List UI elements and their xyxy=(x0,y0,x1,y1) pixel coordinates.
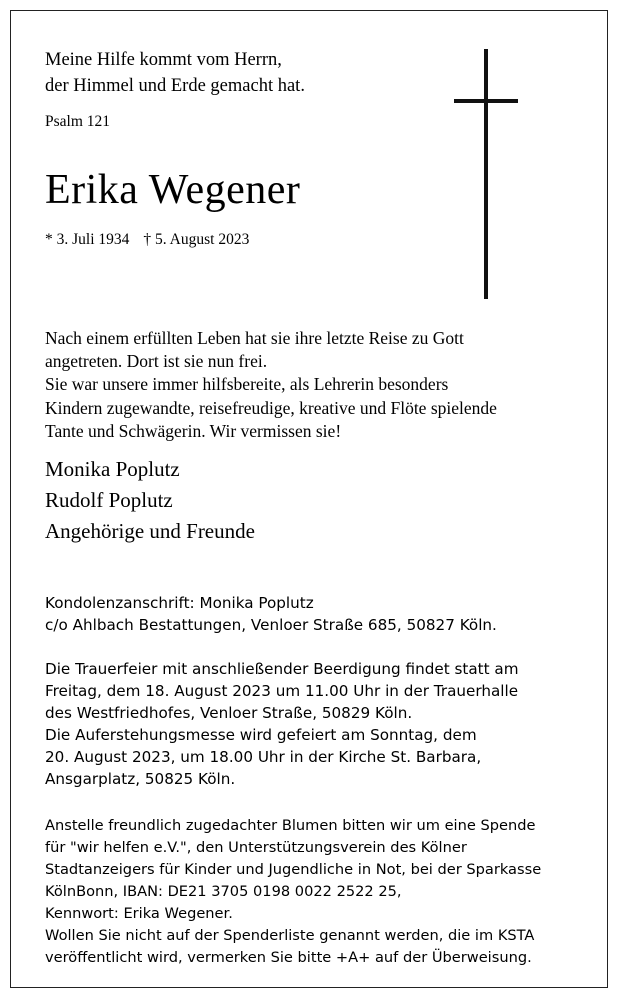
donation-request xyxy=(45,815,541,969)
funeral-details xyxy=(45,658,519,724)
deceased-name: Erika Wegener xyxy=(45,167,301,213)
mass-line: 20. August 2023, um 18.00 Uhr in der Kirche St. Barbara, xyxy=(45,748,482,766)
mourner-name: Angehörige und Freunde xyxy=(45,519,255,543)
mourner-name: Monika Poplutz xyxy=(45,457,180,481)
donation-line: KölnBonn, IBAN: DE21 3705 0198 0022 2522 25, xyxy=(45,883,402,900)
mass-details xyxy=(45,724,481,790)
tribute-line: angetreten. Dort ist sie nun frei. xyxy=(45,351,268,372)
tribute-text xyxy=(45,327,497,443)
bible-quote xyxy=(45,47,305,99)
obituary-notice xyxy=(10,10,608,988)
funeral-line: Freitag, dem 18. August 2023 um 11.00 Uhr in der Trauerhalle xyxy=(45,682,519,700)
mourner-name: Rudolf Poplutz xyxy=(45,488,173,512)
tribute-line: Kindern zugewandte, reisefreudige, kreative und Flöte spielende xyxy=(45,397,497,418)
condolence-line: Kondolenzanschrift: Monika Poplutz xyxy=(45,594,314,612)
donation-line: Anstelle freundlich zugedachter Blumen bitten wir um eine Spende xyxy=(45,817,536,834)
donation-line: Stadtanzeigers für Kinder und Jugendliche in Not, bei der Sparkasse xyxy=(45,861,542,878)
condolence-line: c/o Ahlbach Bestattungen, Venloer Straße 685, 50827 Köln. xyxy=(45,616,497,634)
donation-line: Wollen Sie nicht auf der Spenderliste genannt werden, die im KSTA xyxy=(45,927,535,944)
tribute-line: Sie war unsere immer hilfsbereite, als Lehrerin besonders xyxy=(45,374,449,395)
funeral-line: des Westfriedhofes, Venloer Straße, 50829 Köln. xyxy=(45,704,413,722)
donation-line: veröffentlicht wird, vermerken Sie bitte +A+ auf der Überweisung. xyxy=(45,949,532,966)
condolence-address xyxy=(45,592,497,636)
cross-vertical-bar xyxy=(484,49,488,299)
donation-line: Kennwort: Erika Wegener. xyxy=(45,905,233,922)
birth-date: * 3. Juli 1934 xyxy=(45,231,130,248)
funeral-line: Die Trauerfeier mit anschließender Beerdigung findet statt am xyxy=(45,660,519,678)
mourners-list xyxy=(45,454,255,547)
mass-line: Die Auferstehungsmesse wird gefeiert am Sonntag, dem xyxy=(45,726,477,744)
quote-line: Meine Hilfe kommt vom Herrn, xyxy=(45,50,282,70)
quote-line: der Himmel und Erde gemacht hat. xyxy=(45,76,305,96)
quote-source: Psalm 121 xyxy=(45,113,111,130)
mass-line: Ansgarplatz, 50825 Köln. xyxy=(45,770,236,788)
tribute-line: Nach einem erfüllten Leben hat sie ihre letzte Reise zu Gott xyxy=(45,328,464,348)
death-date: † 5. August 2023 xyxy=(143,231,250,248)
donation-line: für "wir helfen e.V.", den Unterstützungsverein des Kölner xyxy=(45,839,467,856)
tribute-line: Tante und Schwägerin. Wir vermissen sie! xyxy=(45,420,342,441)
cross-horizontal-bar xyxy=(454,99,518,103)
life-dates xyxy=(45,231,263,249)
